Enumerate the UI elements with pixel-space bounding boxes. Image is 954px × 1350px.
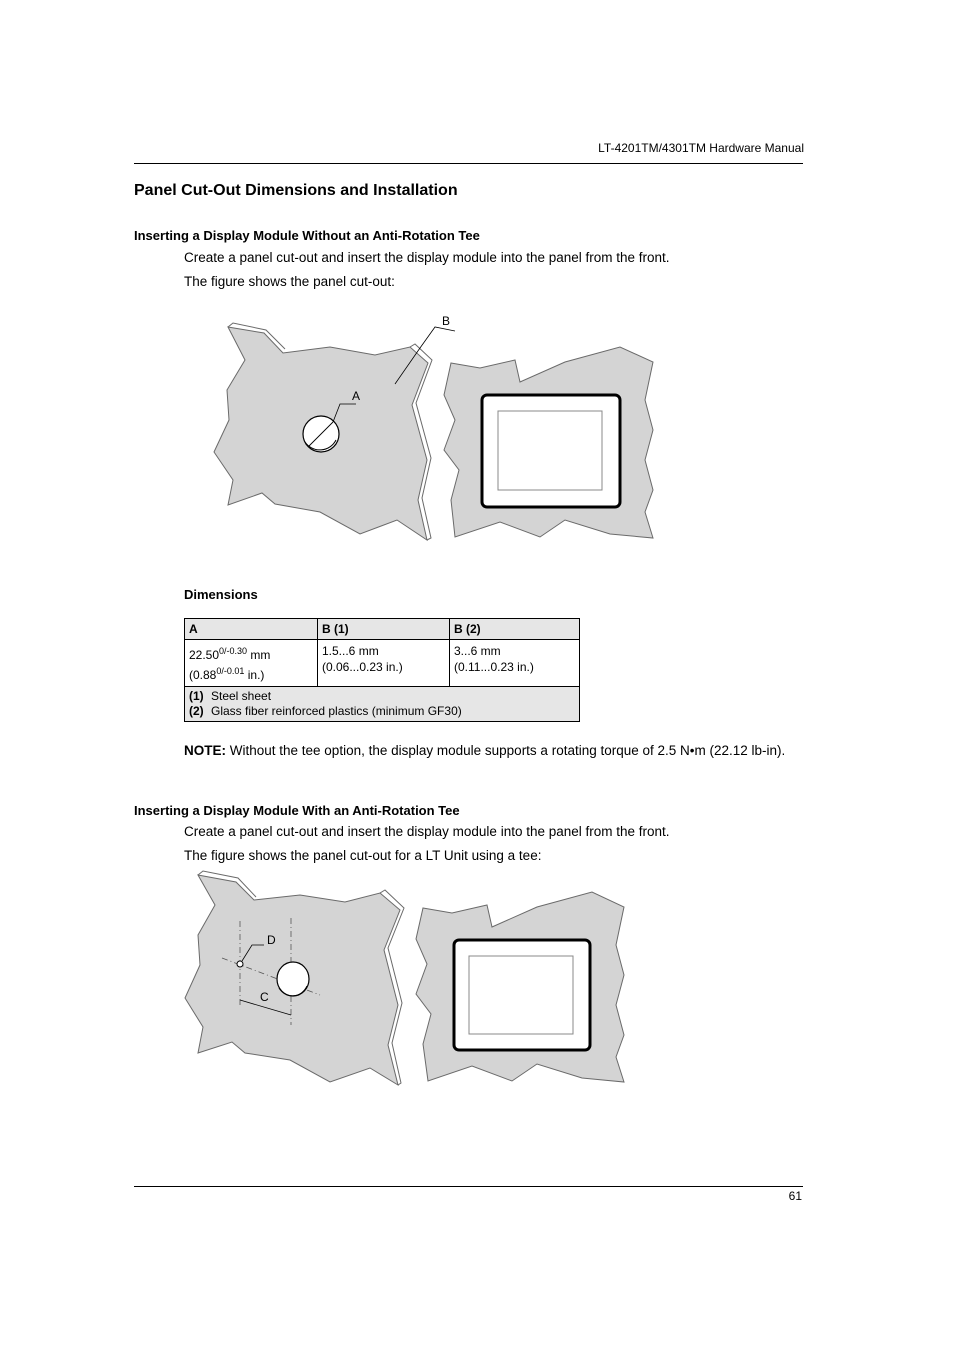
subsection-2-paragraph-1: Create a panel cut-out and insert the display module into the panel from the front. [184, 824, 670, 839]
section-title: Panel Cut-Out Dimensions and Installation [134, 182, 458, 199]
footnote-cell [185, 687, 580, 722]
note-text: Without the tee option, the display module supports a rotating torque of 2.5 N•m (22.12 lb-in). [226, 743, 786, 758]
figure-label-b: B [442, 314, 451, 328]
header-cell-a: A [185, 619, 318, 640]
subsection-1-title: Inserting a Display Module Without an Anti-Rotation Tee [134, 228, 480, 243]
a-in-unit: in.) [244, 668, 265, 682]
page-number: 61 [788, 1189, 802, 1203]
figure-label-d: D [267, 933, 276, 947]
note-label: NOTE: [184, 743, 226, 758]
footer-rule [134, 1186, 803, 1187]
a-mm-unit: mm [247, 648, 271, 662]
header-rule [134, 163, 803, 164]
subsection-1-paragraph-2: The figure shows the panel cut-out: [184, 274, 395, 289]
header-cell-b1: B (1) [318, 619, 450, 640]
figure-label-c: C [260, 990, 269, 1004]
footnote-1-text: Steel sheet [211, 689, 272, 703]
cell-b1-value [318, 640, 450, 687]
subsection-2-title: Inserting a Display Module With an Anti-Rotation Tee [134, 803, 460, 818]
subsection-2-paragraph-2: The figure shows the panel cut-out for a LT Unit using a tee: [184, 848, 542, 863]
b1-line-1: 1.5...6 mm [322, 644, 379, 658]
a-in-open: (0.88 [189, 668, 217, 682]
panel-cutout-figure [200, 310, 670, 550]
torque-note [184, 742, 804, 759]
panel-cutout-tee-figure [180, 868, 640, 1093]
footnote-2-text: Glass fiber reinforced plastics (minimum GF30) [211, 704, 462, 718]
cell-a-value [185, 640, 318, 687]
cell-b2-value [450, 640, 580, 687]
table-row [185, 640, 580, 687]
display-module-front [444, 347, 653, 538]
dimensions-table [184, 618, 580, 722]
dimensions-title: Dimensions [184, 587, 258, 602]
footnote-1 [189, 689, 575, 704]
table-header-row [185, 619, 580, 640]
footnote-2 [189, 704, 575, 719]
figure-label-a: A [352, 389, 361, 403]
a-in-tolerance: 0/-0.01 [216, 666, 245, 676]
footnote-1-number: (1) [189, 689, 204, 703]
table-footnote-row [185, 687, 580, 722]
footnote-2-number: (2) [189, 704, 204, 718]
header-cell-b2: B (2) [450, 619, 580, 640]
subsection-1-paragraph-1: Create a panel cut-out and insert the display module into the panel from the front. [184, 250, 670, 265]
a-mm-base: 22.50 [189, 648, 220, 662]
header-manual-title: LT-4201TM/4301TM Hardware Manual [598, 141, 804, 155]
display-module-front-tee [416, 892, 624, 1082]
b1-line-2: (0.06...0.23 in.) [322, 660, 403, 674]
a-mm-tolerance: 0/-0.30 [219, 646, 248, 656]
b2-line-1: 3...6 mm [454, 644, 501, 658]
b2-line-2: (0.11...0.23 in.) [454, 660, 534, 674]
